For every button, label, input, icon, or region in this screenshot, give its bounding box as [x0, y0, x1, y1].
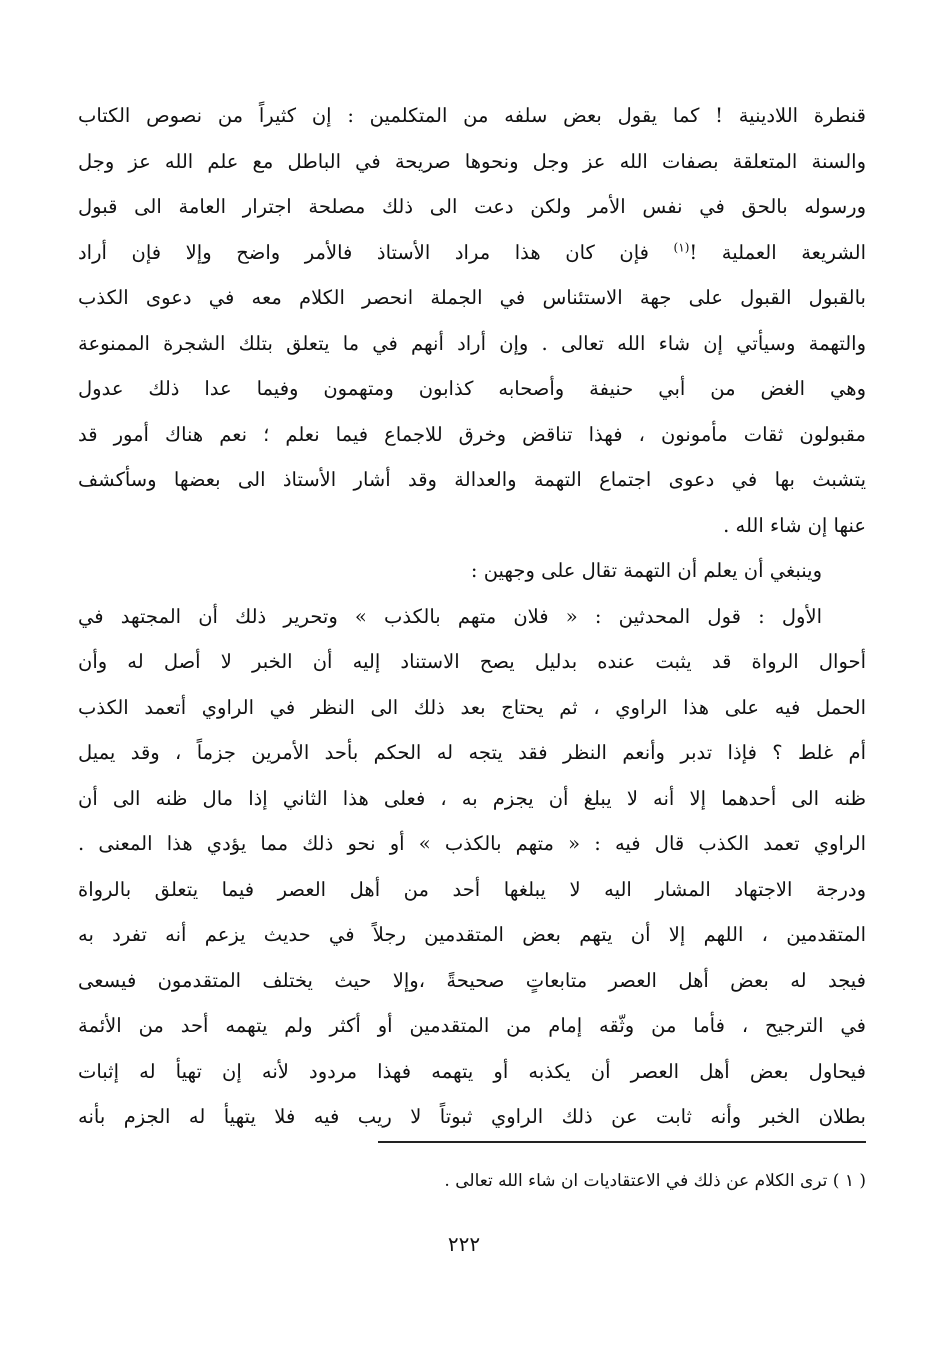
- text-segment: فإن كان هذا مراد الأستاذ فالأمر واضح وإلا فإن أراد: [78, 240, 649, 264]
- text-line: فيحاول بعض أهل العصر أن يكذبه أو يتهمه فهذا مردود لأنه إن تهيأ له إثبات: [78, 1059, 866, 1083]
- footnote-marker: (١): [673, 240, 690, 254]
- text-line: فيجد له بعض أهل العصر متابعاتٍ صحيحةً ،وإلا حيث يختلف المتقدمون فيسعى: [78, 968, 866, 992]
- text-line: مقبولون ثقات مأمونون ، فهذا تناقض وخرق للاجماع فيما نعلم ؛ نعم هناك أمور قد: [78, 422, 866, 446]
- text-line: أم غلط ؟ فإذا تدبر وأنعم النظر فقد يتجه له الحكم بأحد الأمرين جزماً ، وقد يميل: [78, 741, 866, 764]
- text-line: بطلان الخبر وأنه ثابت عن ذلك الراوي ثبوتاً لا ريب فيه فلا يتهيأ له الجزم بأنه: [78, 1105, 866, 1128]
- text-line: عنها إن شاء الله .: [723, 513, 866, 537]
- text-line: [78, 230, 866, 276]
- text-line: يتشبث بها في دعوى اجتماع التهمة والعدالة وقد أشار الأستاذ الى بعضها وسأكشف: [78, 468, 866, 491]
- main-text: [78, 93, 866, 1140]
- text-line: في الترجيح ، فأما من وثّقه إمام من المتقدمين أو أكثر ولم يتهمه أحد من الأئمة: [78, 1014, 866, 1037]
- text-line: المتقدمين ، اللهم إلا أن يتهم بعض المتقدمين رجلاً في حديث يزعم أنه تفرد به: [78, 923, 866, 946]
- footnote-divider: [378, 1141, 866, 1143]
- paragraph-heading: وينبغي أن يعلم أن التهمة تقال على وجهين :: [470, 559, 822, 582]
- text-line: ظنه الى أحدهما إلا أنه لا يبلغ أن يجزم به ، فعلى هذا الثاني إذا مال ظنه الى أن: [78, 786, 866, 810]
- text-line: قنطرة اللادينية ! كما يقول بعض سلفه من المتكلمين : إن كثيراً من نصوص الكتاب: [78, 104, 866, 127]
- text-segment: الشريعة العملية !: [689, 240, 866, 264]
- text-line: والسنة المتعلقة بصفات الله عز وجل ونحوها صريحة في الباطل مع علم الله عز وجل: [78, 149, 866, 173]
- text-line: بالقبول القبول على جهة الاستئناس في الجملة انحصر الكلام معه في دعوى الكذب: [78, 286, 866, 309]
- text-line: الراوي تعمد الكذب قال فيه : « متهم بالكذب » أو نحو ذلك مما يؤدي هذا المعنى .: [78, 832, 866, 855]
- text-line: والتهمة وسيأتي إن شاء الله تعالى . وإن أراد أنهم في ما يتعلق بتلك الشجرة الممنوعة: [78, 331, 866, 355]
- text-line: وهي الغض من أبي حنيفة وأصحابه كذابون ومتهمون وفيما عدا ذلك عدول: [78, 377, 866, 400]
- text-line: الحمل فيه على هذا الراوي ، ثم يحتاج بعد ذلك الى النظر في الراوي أتعمد الكذب: [78, 695, 866, 719]
- footnote: ( ١ ) ترى الكلام عن ذلك في الاعتقاديات ان شاء الله تعالى .: [444, 1171, 866, 1191]
- page-number: ٢٢٢: [447, 1232, 481, 1256]
- text-line: ودرجة الاجتهاد المشار اليه لا يبلغها أحد من أهل العصر فيما يتعلق بالرواة: [78, 877, 866, 901]
- text-line: ورسوله بالحق في نفس الأمر ولكن دعت الى ذلك مصلحة اجترار العامة الى قبول: [78, 195, 866, 218]
- text-line: أحوال الرواة قد يثبت عنده بدليل يصح الاستناد إليه أن الخبر لا أصل له وأن: [78, 650, 866, 673]
- text-line: الأول : قول المحدثين : « فلان متهم بالكذب » وتحرير ذلك أن المجتهد في: [78, 604, 822, 628]
